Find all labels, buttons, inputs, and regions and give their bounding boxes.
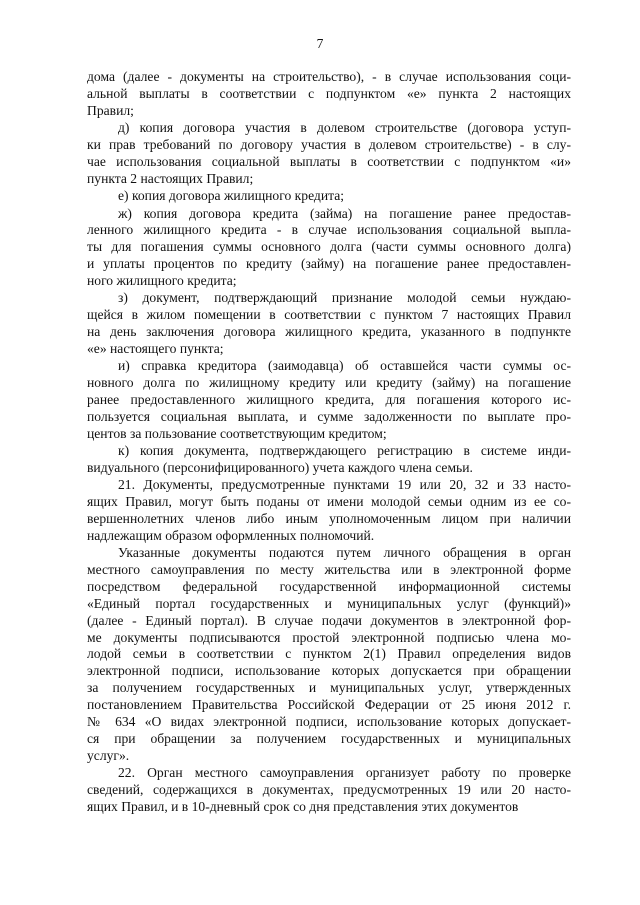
text-line: вершеннолетних членов либо иным уполномоченным лицом при наличии [87, 511, 571, 527]
text-line: к) копия документа, подтверждающего регистрацию в системе инди- [118, 443, 571, 459]
paragraph-p-cont [87, 69, 571, 120]
paragraph-p-21-2 [87, 545, 571, 764]
text-line: лодой семьи в соответствии с пунктом 2(1) Правил определения видов [87, 646, 571, 662]
text-line: альной выплаты в соответствии с подпунктом «е» пункта 2 настоящих [87, 85, 571, 101]
text-line: е) копия договора жилищного кредита; [118, 188, 345, 204]
text-line: за получением государственных и муниципальных услуг, утвержденных [87, 680, 571, 696]
text-line: чае использования социальной выплаты в соответствии с подпунктом «и» [87, 153, 571, 169]
text-line: ж) копия договора кредита (займа) на погашение ранее предостав- [118, 205, 571, 221]
text-line: ленного жилищного кредита - в случае использования социальной выпла- [87, 222, 571, 238]
text-line: «е» настоящего пункта; [87, 340, 224, 356]
text-line: ранее предоставленного жилищного кредита, для погашения которого ис- [87, 392, 571, 407]
text-line: 21. Документы, предусмотренные пунктами 19 или 20, 32 и 33 насто- [118, 477, 571, 493]
text-line: сведений, содержащихся в документах, предусмотренных 19 или 20 насто- [87, 781, 571, 797]
text-line: пункта 2 настоящих Правил; [87, 170, 254, 186]
text-line: ящих Правил, могут быть поданы от имени молодой семьи одним из ее со- [87, 494, 571, 510]
text-line: центов за пользование соответствующим кредитом; [87, 425, 387, 441]
text-line: дома (далее - документы на строительство), - в случае использования соци- [87, 69, 571, 84]
text-line: и уплаты процентов по кредиту (займу) на погашение ранее предоставлен- [87, 256, 571, 272]
text-line: постановлением Правительства Российской Федерации от 25 июня 2012 г. [87, 696, 571, 712]
text-line: з) документ, подтверждающий признание молодой семьи нуждаю- [118, 290, 571, 306]
text-line: № 634 «О видах электронной подписи, использование которых допускает- [87, 713, 571, 729]
paragraph-p-d [87, 120, 571, 187]
text-line: ся при обращении за получением государственных и муниципальных [87, 730, 571, 746]
text-line: надлежащим образом оформленных полномочий. [87, 527, 375, 543]
paragraph-p-i [87, 358, 571, 442]
text-line: ки прав требований по договору участия в долевом строительстве) - в слу- [87, 136, 571, 152]
text-line: электронной подписи, использование которых допускается при обращении [87, 663, 571, 679]
text-line: ме документы подписываются простой электронной подписью члена мо- [87, 629, 571, 645]
paragraph-p-k [87, 443, 571, 477]
page-number: 7 [316, 36, 324, 51]
text-line: д) копия договора участия в долевом строительстве (договора уступ- [118, 120, 571, 136]
text-line: Указанные документы подаются путем личного обращения в орган [118, 545, 571, 561]
paragraph-p-z [87, 290, 571, 357]
text-line: местного самоуправления по месту жительства или в электронной форме [87, 562, 571, 578]
text-line: ящих Правил, и в 10-дневный срок со дня представления этих документов [87, 798, 519, 814]
text-line: «Единый портал государственных и муниципальных услуг (функций)» [87, 595, 571, 611]
document-body [87, 69, 571, 816]
text-line: (далее - Единый портал). В случае подачи документов в электронной фор- [87, 612, 571, 628]
paragraph-p-22 [87, 765, 571, 816]
text-line: видуального (персонифицированного) учета каждого члена семьи. [87, 459, 473, 475]
text-line: пользуется социальная выплата, и сумме задолженности по выплате про- [87, 408, 571, 424]
text-line: ного жилищного кредита; [87, 272, 237, 288]
text-line: 22. Орган местного самоуправления организует работу по проверке [118, 764, 571, 780]
text-line: новного долга по жилищному кредиту или кредиту (займу) на погашение [87, 375, 571, 391]
text-line: Правил; [87, 102, 134, 118]
paragraph-p-21 [87, 477, 571, 544]
text-line: щейся в жилом помещении в соответствии с пунктом 7 настоящих Правил [87, 307, 571, 323]
text-line: услуг». [87, 747, 130, 763]
text-line: и) справка кредитора (заимодавца) об оставшейся части суммы ос- [118, 358, 571, 374]
text-line: посредством федеральной государственной информационной системы [87, 579, 571, 595]
text-line: ты для погашения суммы основного долга (части суммы основного долга) [87, 239, 571, 255]
text-line: на день заключения договора жилищного кредита, указанного в подпункте [87, 324, 571, 340]
paragraph-p-e [87, 188, 571, 205]
paragraph-p-zh [87, 206, 571, 290]
